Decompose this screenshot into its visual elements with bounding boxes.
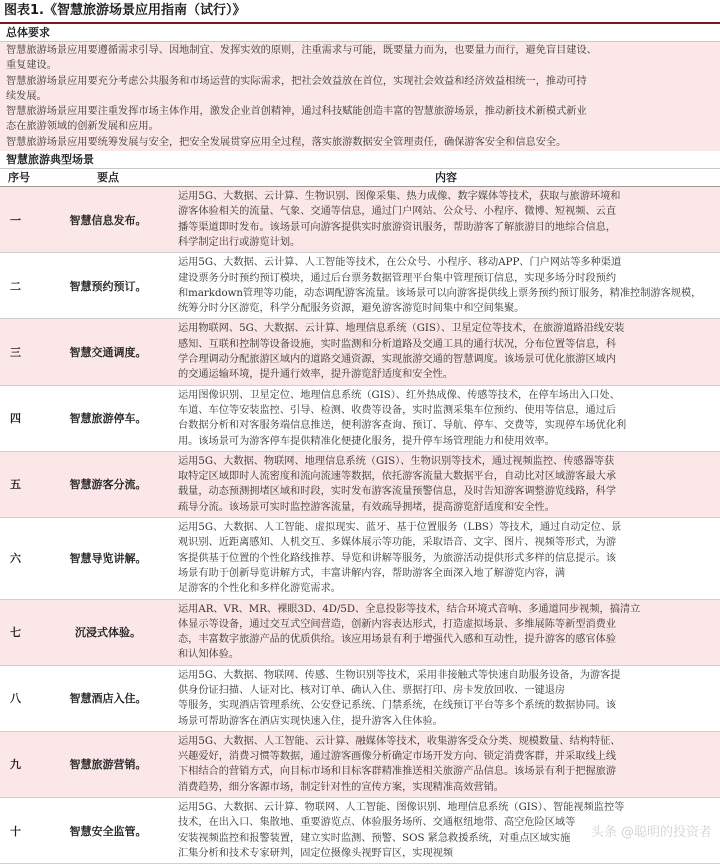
row-content xyxy=(172,451,720,517)
row-number: 三 xyxy=(0,319,44,385)
row-key-point: 智慧旅游停车。 xyxy=(44,385,172,451)
content-line: 态，丰富数字旅游产品的优质供给。该应用场景有利于增强代入感和互动性，提升游客的感官体验 xyxy=(178,634,617,646)
table-row xyxy=(0,451,720,517)
row-key-point: 智慧交通调度。 xyxy=(44,319,172,385)
row-key-point: 沉浸式体验。 xyxy=(44,599,172,665)
content-line: 消费趋势，细分客源市场，制定针对性的宣传方案，实现精准高效营销。 xyxy=(178,781,504,793)
figure-title: 图表1.《智慧旅游场景应用指南（试行）》 xyxy=(0,0,720,24)
content-line: 等服务，实现酒店管理系统、公安登记系统、门禁系统，在线预订平台等多个系统的数据协同。该 xyxy=(178,700,617,712)
row-number: 七 xyxy=(0,599,44,665)
content-line: 足游客的个性化和多样化游览需求。 xyxy=(178,583,341,595)
content-line: 运用5G、大数据、物联网、传感、生物识别等技术，采用非接触式等快速自助服务设备，为游客提 xyxy=(178,669,621,681)
content-line: 运用5G、大数据、云计算、人工智能等技术，在公众号、小程序、移动APP、门户网站等多种渠道 xyxy=(178,257,622,269)
row-content xyxy=(172,253,720,319)
requirement-line: 重复建设。 xyxy=(6,60,57,72)
content-line: 学合理调动分配旅游区域内的道路交通资源，实现旅游交通的智慧调度。该场景可优化旅游区域内 xyxy=(178,354,617,366)
row-number: 六 xyxy=(0,518,44,599)
content-line: 运用5G、大数据、云计算、物联网、人工智能、图像识别、地理信息系统（GIS）、智能视频监控等 xyxy=(178,802,625,814)
table-row xyxy=(0,518,720,599)
content-line: 车道、车位等安装监控、引导、检测、收费等设备，实时监测采集车位预约、使用等信息，通过后 xyxy=(178,404,617,416)
header-content: 内容 xyxy=(172,169,720,187)
content-line: 场景有助于创新导览讲解方式，丰富讲解内容，帮助游客全面深入地了解游览内容，满 xyxy=(178,567,566,579)
content-line: 感知、互联和控制等设备设施，实时监测和分析道路及交通工具的通行状况，分布位置等信息，科 xyxy=(178,338,617,350)
row-content xyxy=(172,599,720,665)
general-requirements-block xyxy=(0,42,720,151)
content-line: 和认知体验。 xyxy=(178,649,240,661)
header-number: 序号 xyxy=(0,169,44,187)
table-row xyxy=(0,187,720,253)
table-row xyxy=(0,253,720,319)
content-line: 兴趣爱好，消费习惯等数据，通过游客画像分析确定市场开发方向、锁定消费客群，并采取线上线 xyxy=(178,751,617,763)
content-line: 用。该场景可为游客停车提供精准化便捷化服务，提升停车场管理能力和使用效率。 xyxy=(178,435,555,447)
row-content xyxy=(172,665,720,731)
table-row xyxy=(0,599,720,665)
row-content xyxy=(172,731,720,797)
row-key-point: 智慧酒店入住。 xyxy=(44,665,172,731)
content-line: 场景可帮助游客在酒店实现快速入住，提升游客入住体验。 xyxy=(178,715,443,727)
content-line: 运用AR、VR、MR、裸眼3D、4D/5D、全息投影等技术，结合环境式音响、多通道同步视频，搞清立 xyxy=(178,603,641,615)
content-line: 取特定区域即时人流密度和流向流速等数据，依托游客流量大数据平台，自动比对区域游客最大承 xyxy=(178,471,617,483)
row-content xyxy=(172,319,720,385)
content-line: 客提供基于位置的个性化路线推荐、导览和讲解等服务，为旅游活动提供形式多样的信息提示。该 xyxy=(178,552,617,564)
row-key-point: 智慧安全监管。 xyxy=(44,798,172,864)
requirement-line: 续发展。 xyxy=(6,90,47,102)
table-row xyxy=(0,731,720,797)
scenario-table xyxy=(0,169,720,864)
row-number: 十 xyxy=(0,798,44,864)
table-row xyxy=(0,319,720,385)
content-line: 运用5G、大数据、云计算、生物识别、图像采集、热力成像、数字媒体等技术，获取与旅游环境和 xyxy=(178,191,621,203)
row-number: 九 xyxy=(0,731,44,797)
typical-scenarios-heading: 智慧旅游典型场景 xyxy=(0,151,720,169)
row-number: 二 xyxy=(0,253,44,319)
row-number: 八 xyxy=(0,665,44,731)
content-line: 技术，在出入口、集散地、重要游览点、体验服务场所、交通枢纽地带、高空危险区域等 xyxy=(178,817,576,829)
table-row xyxy=(0,385,720,451)
content-line: 科学制定出行或游览计划。 xyxy=(178,236,301,248)
content-line: 供身份证扫描、人证对比、核对订单、确认入住、票据打印、房卡发放回收、一键退房 xyxy=(178,684,566,696)
requirement-line: 智慧旅游场景应用要注重发挥市场主体作用，激发企业首创精神，通过科技赋能创造丰富的智慧旅游场景，推动新技术新模式新业 xyxy=(6,106,587,118)
requirement-line: 态在旅游领域的创新发展和应用。 xyxy=(6,121,159,133)
content-line: 运用物联网、5G、大数据、云计算、地理信息系统（GIS）、卫星定位等技术，在旅游道路沿线安装 xyxy=(178,323,625,335)
requirement-line: 智慧旅游场景应用要遵循需求引导、因地制宜、发挥实效的原则，注重需求与可能，既要量力而为，也要量力而行，避免盲目建设、 xyxy=(6,45,597,56)
row-number: 五 xyxy=(0,451,44,517)
content-line: 播等渠道即时发布。该场景可向游客提供实时旅游资讯服务，帮助游客了解旅游目的地综合信息， xyxy=(178,221,617,233)
watermark: 头条 @聪明的投资者 xyxy=(590,825,712,840)
row-key-point: 智慧预约预订。 xyxy=(44,253,172,319)
general-requirements-heading: 总体要求 xyxy=(0,24,720,42)
content-line: 安装视频监控和报警装置，建立实时监测、预警、SOS 紧急救援系统，对重点区域实施 xyxy=(178,832,571,844)
content-line: 体显示等设备，通过交互式空间营造，创新内容表达形式，打造虚拟场景、多维展陈等新型消费业 xyxy=(178,618,617,630)
header-key-point: 要点 xyxy=(44,169,172,187)
content-line: 观识别、近距离感知、人机交互、多媒体展示等功能，采取语音、文字、图片、视频等形式，为游 xyxy=(178,537,617,549)
content-line: 运用5G、大数据、人工智能、云计算、融媒体等技术，收集游客受众分类、规模数量、结构特征、 xyxy=(178,735,621,747)
row-number: 一 xyxy=(0,187,44,253)
content-line: 运用5G、大数据、物联网、地理信息系统（GIS）、生物识别等技术，通过视频监控、传感器等获 xyxy=(178,455,615,467)
content-line: 汇集分析和技术专家研判，固定位摄像头视野盲区，实现视频 xyxy=(178,847,454,859)
row-key-point: 智慧信息发布。 xyxy=(44,187,172,253)
requirement-line: 智慧旅游场景应用要统筹发展与安全，把安全发展贯穿应用全过程，落实旅游数据安全管理责任，确保游客安全和信息安全。 xyxy=(6,136,567,148)
table-row xyxy=(0,665,720,731)
content-line: 建设票务分时预约预订模块，通过后台票务数据管理平台集中管理预订信息，实现多场分时段预约 xyxy=(178,272,617,284)
content-line: 载量，动态预测拥堵区域和时段，实时发布游客流量预警信息，及时告知游客调整游览线路，科学 xyxy=(178,486,617,498)
row-key-point: 智慧导览讲解。 xyxy=(44,518,172,599)
content-line: 台数据分析和对客服务端信息推送，便利游客查询、预订、导航、停车、交费等，实现停车场优化利 xyxy=(178,420,627,432)
content-line: 和markdown管理等功能，动态调配游客流量。该场景可以向游客提供线上票务预约预订服务，精准控制游客规模， xyxy=(178,287,702,299)
row-number: 四 xyxy=(0,385,44,451)
content-line: 游客体验相关的流量、气象、交通等信息，通过门户网站、公众号、小程序、微博、短视频、云直 xyxy=(178,206,617,218)
content-line: 下相结合的营销方式，向目标市场和目标客群精准推送相关旅游产品信息。该场景有利于把握旅游 xyxy=(178,766,617,778)
content-line: 统筹分时分区游览，科学分配服务资源，避免游客游览时间集中和空间集聚。 xyxy=(178,303,525,315)
row-content xyxy=(172,385,720,451)
row-content xyxy=(172,187,720,253)
row-content xyxy=(172,518,720,599)
content-line: 运用5G、大数据、人工智能、虚拟现实、蓝牙、基于位置服务（LBS）等技术，通过自动定位、景 xyxy=(178,522,622,534)
requirement-line: 智慧旅游场景应用要充分考虑公共服务和市场运营的实际需求，把社会效益放在首位，实现社会效益和经济效益相统一，推动可持 xyxy=(6,75,587,87)
content-line: 疏导分流。该场景可实时监控游客流量，有效疏导拥堵，提高游览舒适度和安全性。 xyxy=(178,501,555,513)
row-key-point: 智慧游客分流。 xyxy=(44,451,172,517)
content-line: 的交通运输环境，提升通行效率，提升游览舒适度和安全性。 xyxy=(178,369,454,381)
table-header-row xyxy=(0,169,720,187)
content-line: 运用图像识别、卫星定位、地理信息系统（GIS）、红外热成像、传感等技术，在停车场出入口处、 xyxy=(178,389,620,401)
row-key-point: 智慧旅游营销。 xyxy=(44,731,172,797)
